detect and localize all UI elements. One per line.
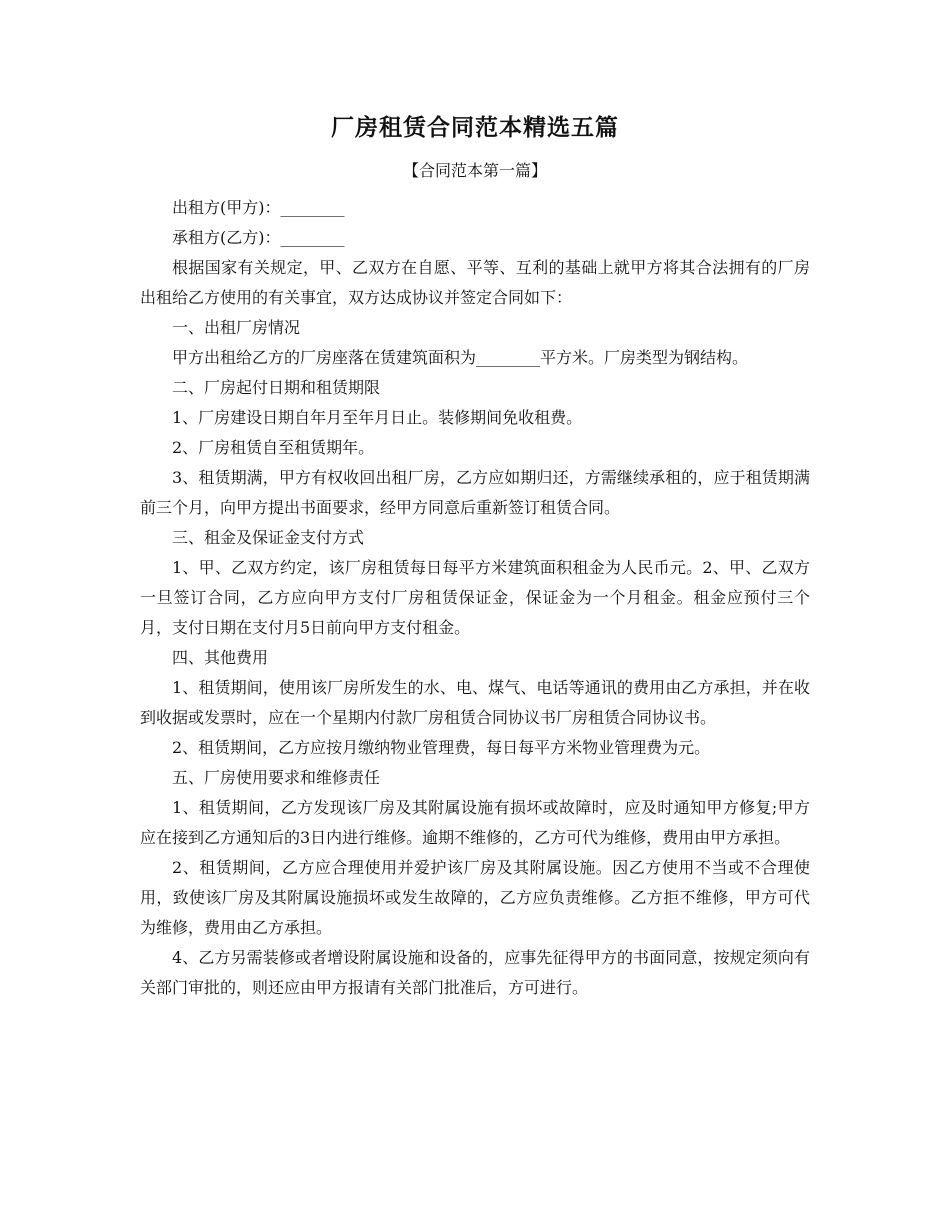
section-4-clause-2: 2、租赁期间，乙方应按月缴纳物业管理费，每日每平方米物业管理费为元。 (172, 738, 711, 757)
section-heading-3: 三、租金及保证金支付方式 (172, 528, 365, 547)
section-heading-1: 一、出租厂房情况 (172, 318, 301, 337)
section-1-paragraph: 甲方出租给乙方的厂房座落在赁建筑面积为________平方米。厂房类型为钢结构。 (172, 348, 749, 367)
party-a-line: 出租方(甲方)：________ (172, 198, 345, 217)
section-2-clause-3: 3、租赁期满，甲方有权收回出租厂房，乙方应如期归还，方需继续承租的，应于租赁期满前三个月，向甲方提出书面要求，经甲方同意后重新签订租赁合同。 (140, 468, 810, 517)
section-heading-5: 五、厂房使用要求和维修责任 (172, 768, 381, 787)
preamble-paragraph: 根据国家有关规定，甲、乙双方在自愿、平等、互利的基础上就甲方将其合法拥有的厂房出租给乙方使用的有关事宜，双方达成协议并签定合同如下： (140, 258, 810, 307)
section-5-clause-1: 1、租赁期间，乙方发现该厂房及其附属设施有损坏或故障时，应及时通知甲方修复;甲方应在接到乙方通知后的3日内进行维修。逾期不维修的，乙方可代为维修，费用由甲方承担。 (140, 798, 810, 847)
section-5-clause-2: 2、租赁期间，乙方应合理使用并爱护该厂房及其附属设施。因乙方使用不当或不合理使用，致使该厂房及其附属设施损坏或发生故障的，乙方应负责维修。乙方拒不维修，甲方可代为维修，费用由乙方承担。 (140, 858, 810, 937)
section-heading-4: 四、其他费用 (172, 648, 269, 667)
section-4-clause-1: 1、租赁期间，使用该厂房所发生的水、电、煤气、电话等通讯的费用由乙方承担，并在收到收据或发票时，应在一个星期内付款厂房租赁合同协议书厂房租赁合同协议书。 (140, 678, 810, 727)
document-subtitle: 【合同范本第一篇】 (402, 161, 547, 180)
section-3-clause-1: 1、甲、乙双方约定，该厂房租赁每日每平方米建筑面积租金为人民币元。2、甲、乙双方一旦签订合同，乙方应向甲方支付厂房租赁保证金，保证金为一个月租金。租金应预付三个月，支付日期在支付月5日前向甲方支付租金。 (140, 558, 810, 637)
section-2-clause-2: 2、厂房租赁自至租赁期年。 (172, 438, 375, 457)
section-5-clause-4: 4、乙方另需装修或者增设附属设施和设备的，应事先征得甲方的书面同意，按规定须向有关部门审批的，则还应由甲方报请有关部门批准后，方可进行。 (140, 948, 810, 997)
document-body (140, 193, 810, 1003)
section-heading-2: 二、厂房起付日期和租赁期限 (172, 378, 381, 397)
section-2-clause-1: 1、厂房建设日期自年月至年月日止。装修期间免收租费。 (172, 408, 583, 427)
document-title: 厂房租赁合同范本精选五篇 (331, 114, 619, 141)
party-b-line: 承租方(乙方)：________ (172, 228, 345, 247)
